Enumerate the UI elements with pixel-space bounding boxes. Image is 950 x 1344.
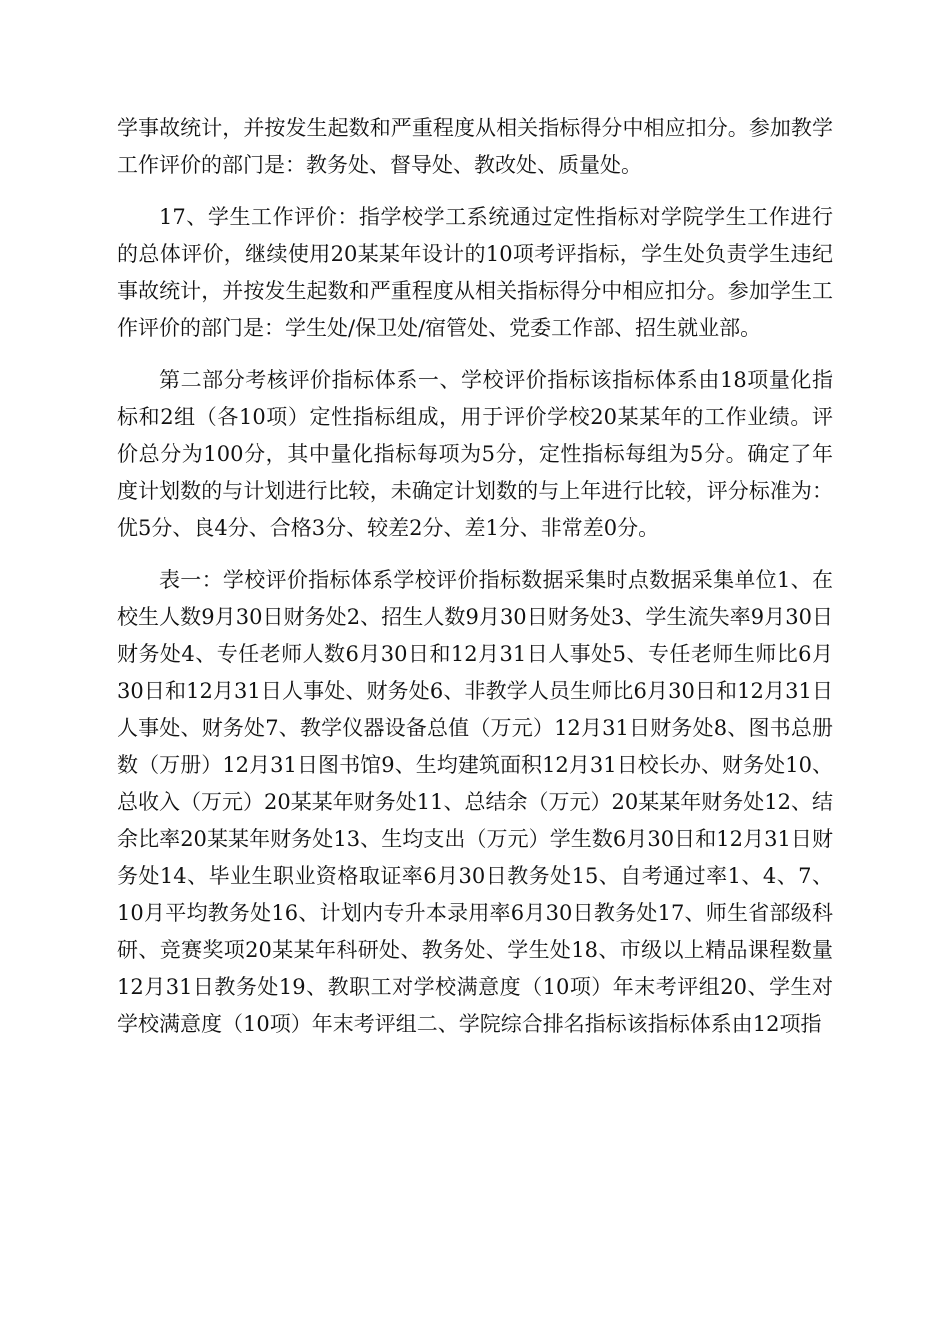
paragraph-2: 17、学生工作评价：指学校学工系统通过定性指标对学院学生工作进行的总体评价，继续使用20某某年设计的10项考评指标，学生处负责学生违纪事故统计，并按发生起数和严重程度从相关指标得分中相应扣分。参加学生工作评价的部门是：学生处/保卫处/宿管处、党委工作部、招生就业部。 [117, 205, 833, 340]
paragraph-3: 第二部分考核评价指标体系一、学校评价指标该指标体系由18项量化指标和2组（各10项）定性指标组成，用于评价学校20某某年的工作业绩。评价总分为100分，其中量化指标每项为5分，定性指标每组为5分。确定了年度计划数的与计划进行比较，未确定计划数的与上年进行比较，评分标准为：优5分、良4分、合格3分、较差2分、差1分、非常差0分。 [117, 368, 833, 540]
document-body [117, 110, 833, 1058]
paragraph-1: 学事故统计，并按发生起数和严重程度从相关指标得分中相应扣分。参加教学工作评价的部门是：教务处、督导处、教改处、质量处。 [117, 116, 833, 177]
paragraph-4: 表一：学校评价指标体系学校评价指标数据采集时点数据采集单位1、在校生人数9月30日财务处2、招生人数9月30日财务处3、学生流失率9月30日财务处4、专任老师人数6月30日和12月31日人事处5、专任老师生师比6月30日和12月31日人事处、财务处6、非教学人员生师比6月30日和12月31日人事处、财务处7、教学仪器设备总值（万元）12月31日财务处8、图书总册数（万册）12月31日图书馆9、生均建筑面积12月31日校长办、财务处10、总收入（万元）20某某年财务处11、总结余（万元）20某某年财务处12、结余比率20某某年财务处13、生均支出（万元）学生数6月30日和12月31日财务处14、毕业生职业资格取证率6月30日教务处15、自考通过率1、4、7、10月平均教务处16、计划内专升本录用率6月30日教务处17、师生省部级科研、竞赛奖项20某某年科研处、教务处、学生处18、市级以上精品课程数量12月31日教务处19、教职工对学校满意度（10项）年末考评组20、学生对学校满意度（10项）年末考评组二、学院综合排名指标该指标体系由12项指 [117, 568, 833, 1036]
